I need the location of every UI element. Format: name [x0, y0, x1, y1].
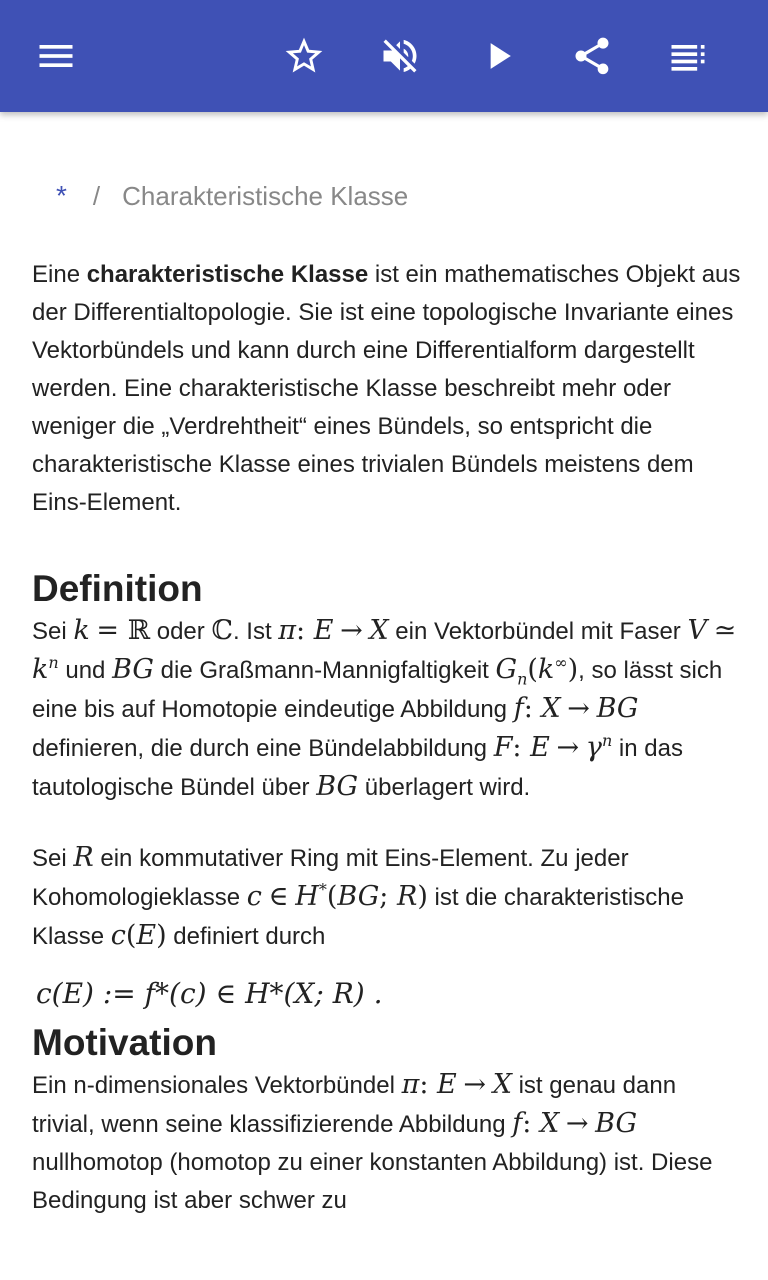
table-of-contents-button[interactable]: [660, 28, 716, 84]
section-heading-motivation: Motivation: [32, 1022, 217, 1063]
definition-paragraph-2: Sei R ein kommutativer Ring mit Eins-Element. Zu jeder Kohomologieklasse c ∈ H*(BG; R) ist die charakteristische Klasse c(E) definiert durch: [32, 842, 684, 951]
hamburger-menu-icon: [34, 34, 78, 78]
breadcrumb-current: Charakteristische Klasse: [122, 181, 409, 211]
breadcrumb: [56, 180, 408, 212]
definition-formula: c(E) := f*(c) ∈ H*(X; R) .: [36, 977, 383, 1010]
term-bold: charakteristische Klasse: [86, 261, 369, 288]
favorite-button[interactable]: [276, 28, 332, 84]
menu-button[interactable]: [28, 28, 84, 84]
intro-paragraph: Eine charakteristische Klasse ist ein mathematisches Objekt aus der Differentialtopologie. Sie ist eine topologische Invariante eines Vektorbündels und kann durch eine Differentialform dargestellt werden. Eine charakteristische Klasse beschreibt mehr oder weniger die „Verdrehtheit“ eines Bündels, so entspricht die charakteristische Klasse eines trivialen Bündels meistens dem Eins-Element.: [32, 261, 741, 516]
volume-off-icon: [378, 34, 422, 78]
app-bar: [0, 0, 768, 112]
share-button[interactable]: [564, 28, 620, 84]
breadcrumb-home-link[interactable]: *: [56, 180, 67, 211]
definition-paragraph-1: Sei k = ℝ oder ℂ. Ist π: E → X ein Vektorbündel mit Faser V ≃ $k^n$ und BG die Graßmann-Mannigfaltigkeit $G_n(k^\infty)$, so lässt sich eine bis auf Homotopie eindeutige Abbildung f: X → BG definieren, die durch eine Bündelabbildung F: $E \to \gamma^n$ in das tautologische Bündel über BG überlagert wird.: [32, 615, 737, 802]
mute-button[interactable]: [372, 28, 428, 84]
star-outline-icon: [282, 34, 326, 78]
play-button[interactable]: [470, 28, 526, 84]
article-body: [32, 256, 742, 1220]
play-icon: [476, 34, 520, 78]
section-heading-definition: Definition: [32, 568, 203, 609]
breadcrumb-separator: /: [92, 181, 101, 211]
motivation-paragraph: Ein n-dimensionales Vektorbündel π: E → X ist genau dann trivial, wenn seine klassifizierende Abbildung f: X → BG nullhomotop (homotop zu einer konstanten Abbildung) ist. Diese Bedingung ist aber schwer zu: [32, 1069, 713, 1214]
share-icon: [570, 34, 614, 78]
playlist-icon: [666, 34, 710, 78]
